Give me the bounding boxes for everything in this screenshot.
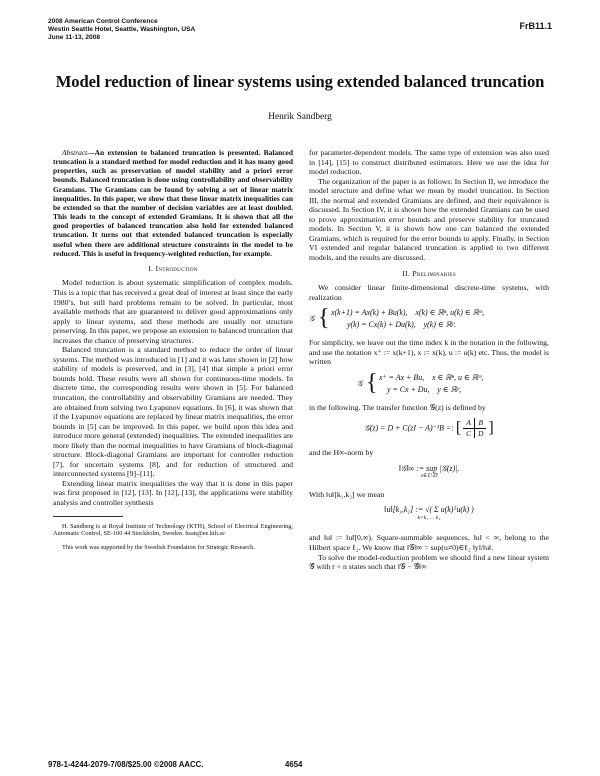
state-space-matrix [463, 418, 486, 438]
eq4: ‖𝒢‖∞ := sup |𝒢(z)|. [398, 463, 460, 473]
matrix-c: C [463, 428, 474, 438]
right-paragraph-7: With ‖u‖[k₁,k₂] we mean [309, 489, 385, 499]
paper-id: FrB11.1 [519, 21, 552, 31]
intro-paragraph-1: Model reduction is about systematic simplification of complex models. This is a topic that has received a great deal of interest at least since the early 1980’s, but still hard problems remain to be solved. In particular, most available methods that are guaranteed to deliver good approximations only apply to linear systems, and these methods are usually not structure preserving. In this paper, we propose an extension to balanced truncation that increases the chance of preserving structures. [53, 278, 293, 345]
abstract-label: Abstract [62, 148, 88, 157]
right-paragraph-2: The organization of the paper is as follows: In Section II, we introduce the model structure and define what we mean by model truncation. In Section III, the normal and extended Gramians are defined, and their equivalence is discussed. In Section IV, it is shown how the extended Gramians can be used to prove approximation error bounds and preserve stability for truncated models. In Section V, it is shown how one can balanced the extended Gramians, which is required for the error bounds to apply. Finally, in Section VI extended and regular balanced truncation is applied to two different models, and the results are discussed. [309, 176, 549, 263]
eq2-line1: x⁺ = Ax + Bu, x ∈ ℝⁿ, u ∈ ℝᵐ, [379, 372, 484, 382]
abstract [53, 148, 293, 258]
right-paragraph-6: and the H∞-norm by [309, 448, 374, 458]
left-column [53, 148, 293, 558]
right-column [309, 148, 549, 572]
hinf-norm-equation [309, 464, 549, 484]
right-paragraph-3: We consider linear finite-dimensional discrete-time systems, with realization [309, 283, 549, 302]
author-name: Henrik Sandberg [268, 112, 332, 122]
eq1-line1: x(k+1) = Ax(k) + Bu(k), x(k) ∈ ℝⁿ, u(k) ∈ ℝᵐ, [331, 308, 485, 318]
signal-norm-equation [309, 505, 549, 527]
matrix-b: B [475, 418, 487, 428]
matrix-d: D [475, 428, 487, 438]
footnote-affiliation: H. Sandberg is at Royal Institute of Technology (KTH), School of Electrical Engineering, Automatic Control, SE-100 44 Stockholm, Sweden. hsan@ee.kth.se [53, 522, 293, 538]
eq2-line2: y = Cx + Du, y ∈ ℝᵖ, [387, 384, 462, 394]
right-paragraph-1: for parameter-dependent models. The same type of extension was also used in [14], [15] to construct distributed estimators. Here we use the idea for model reduction. [309, 148, 549, 177]
conference-name: 2008 American Control Conference [48, 18, 158, 25]
footer-page-number: 4654 [285, 760, 303, 769]
system-symbol-2: 𝒢 [357, 378, 363, 388]
right-paragraph-4: For simplicity, we leave out the time index k in the notation in the following, and use the notation x⁺ := x(k+1), x := x(k), u := u(k) etc. Thus, the model is written [309, 338, 549, 367]
footer-isbn: 978-1-4244-2079-7/08/$25.00 ©2008 AACC. [48, 760, 204, 769]
eq4-subscript: z∈ℂ\𝔻 [420, 473, 438, 480]
prelim-heading: II. Preliminaries [402, 268, 456, 278]
intro-heading: I. Introduction [148, 263, 198, 273]
paper-title: Model reduction of linear systems using extended balanced truncation [55, 72, 545, 91]
conference-dates: June 11-13, 2008 [48, 34, 101, 42]
system-equation [309, 305, 549, 332]
conference-venue: Westin Seattle Hotel, Seattle, Washington, USA [48, 26, 196, 34]
transfer-function-equation: 𝒢(z) = D + C(zI − A)⁻¹B =: [ A B C D ] [364, 418, 494, 438]
compact-system-equation [309, 369, 549, 397]
right-paragraph-8: and ‖u‖ := ‖u‖[0,∞). Square-summable sequences, ‖u‖ < ∞, belong to the Hilbert space ℓ₂. We know that ‖𝒢‖∞ = sup(u≠0)∈ℓ₂ ‖y‖/‖u‖. [309, 533, 549, 553]
abstract-text: —An extension to balanced truncation is presented. Balanced truncation is a standard method for model reduction and it has many good properties, such as preservation of model stability and a priori error bounds. Balanced truncation is done using controllability and observability Gramians. The Gramians can be found by solving a set of linear matrix inequalities. In this paper, we show that these linear matrix inequalities can be extended so that the number of decision variables are at least doubled. This leads to the concept of extended Gramians. It is shown that all the good properties of balanced truncation also hold for extended balanced truncation. It turns out that extended balanced truncation is especially useful when there are additional structure constraints in the model to be reduced. This is useful in frequency-weighted reduction, for example. [53, 148, 293, 258]
system-symbol: 𝒢 [309, 314, 315, 324]
brace: { [318, 305, 330, 332]
conference-header [48, 18, 195, 43]
eq3-lhs: 𝒢(z) = D + C(zI − A)⁻¹B =: [364, 423, 454, 433]
eq5-subscript: k=k₁ … k₂ [417, 515, 441, 522]
intro-paragraph-3: Extending linear matrix inequalities the way that it is done in this paper was first proposed in [12], [13]. In [12], [13], the applications were stability analysis and controller synthesis [53, 478, 293, 507]
brace-2: { [366, 369, 378, 396]
matrix-a: A [466, 418, 471, 428]
eq5: ‖u‖[k₁,k₂] := √( Σ u(k)ᵀu(k) ) [384, 505, 474, 515]
right-paragraph-5: in the following. The transfer function 𝒢(z) is defined by [309, 402, 486, 412]
footnote-funding: This work was supported by the Swedish Foundation for Strategic Research. [62, 544, 255, 552]
eq1-line2: y(k) = Cx(k) + Du(k), y(k) ∈ ℝᵖ. [347, 320, 457, 330]
footnote-rule [53, 516, 123, 517]
intro-paragraph-2: Balanced truncation is a standard method to reduce the order of linear systems. The method was introduced in [1] and it was later shown in [2] how stability of models is preserved, and in [3], [4] that simple a priori error bounds hold. These results were all shown for continuous-time models. In discrete time, the corresponding results were shown in [5]. For balanced truncation, the controllability and observability Gramians are needed. They are obtained from solving two Lyapunov equations. In [6], it was shown that if the Lyapunov equations are replaced by linear matrix inequalities, the error bounds in [5] can be improved. In this paper, we build upon this idea and introduce more general (extended) inequalities. The extended inequalities are more likely than the normal inequalities to have Gramians of block-diagonal structure. Block-diagonal Gramians are important for controller reduction [7], for uncertain systems [8], and for reduction of structured and interconnected systems [9]–[11]. [53, 345, 293, 479]
right-paragraph-9: To solve the model-reduction problem we should find a new linear system 𝒢̂ with r < n states such that ‖𝒢 − 𝒢̂‖∞ [309, 552, 549, 572]
